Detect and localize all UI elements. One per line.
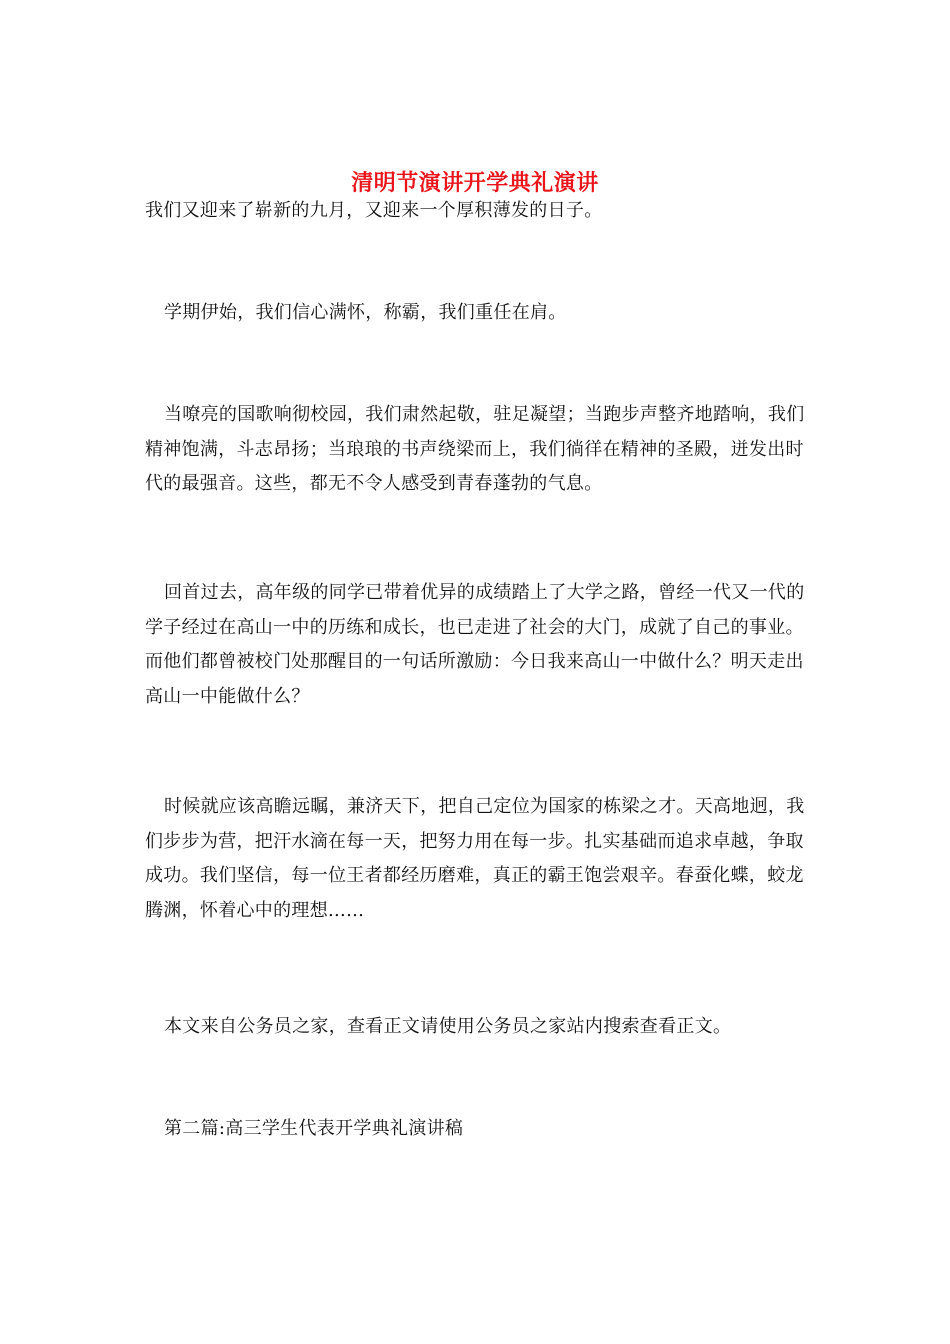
paragraph-intro: 我们又迎来了崭新的九月，又迎来一个厚积薄发的日子。 bbox=[145, 200, 603, 221]
paragraph-source-note: 本文来自公务员之家，查看正文请使用公务员之家站内搜索查看正文。 bbox=[164, 1016, 732, 1037]
paragraph-semester-start: 学期伊始，我们信心满怀，称霸，我们重任在肩。 bbox=[164, 302, 567, 323]
paragraph-aspirations: 时候就应该高瞻远瞩，兼济天下，把自己定位为国家的栋梁之才。天高地迥，我们步步为营，把汗水滴在每一天，把努力用在每一步。扎实基础而追求卓越，争取成功。我们坚信，每一位王者都经历磨难，真正的霸王饱尝艰辛。春蚕化蝶，蛟龙腾渊，怀着心中的理想...... bbox=[145, 796, 805, 921]
document-title: 清明节演讲开学典礼演讲 bbox=[351, 169, 599, 196]
paragraph-looking-back: 回首过去，高年级的同学已带着优异的成绩踏上了大学之路，曾经一代又一代的学子经过在高山一中的历练和成长，也已走进了社会的大门，成就了自己的事业。而他们都曾被校门处那醒目的一句话所激励：今日我来高山一中做什么？明天走出高山一中能做什么？ bbox=[145, 582, 805, 707]
paragraph-campus-spirit: 当嘹亮的国歌响彻校园，我们肃然起敬，驻足凝望；当跑步声整齐地踏响，我们精神饱满，斗志昂扬；当琅琅的书声绕梁而上，我们徜徉在精神的圣殿，迸发出时代的最强音。这些，都无不令人感受到青春蓬勃的气息。 bbox=[145, 404, 805, 494]
paragraph-second-article-heading: 第二篇:高三学生代表开学典礼演讲稿 bbox=[164, 1118, 464, 1139]
